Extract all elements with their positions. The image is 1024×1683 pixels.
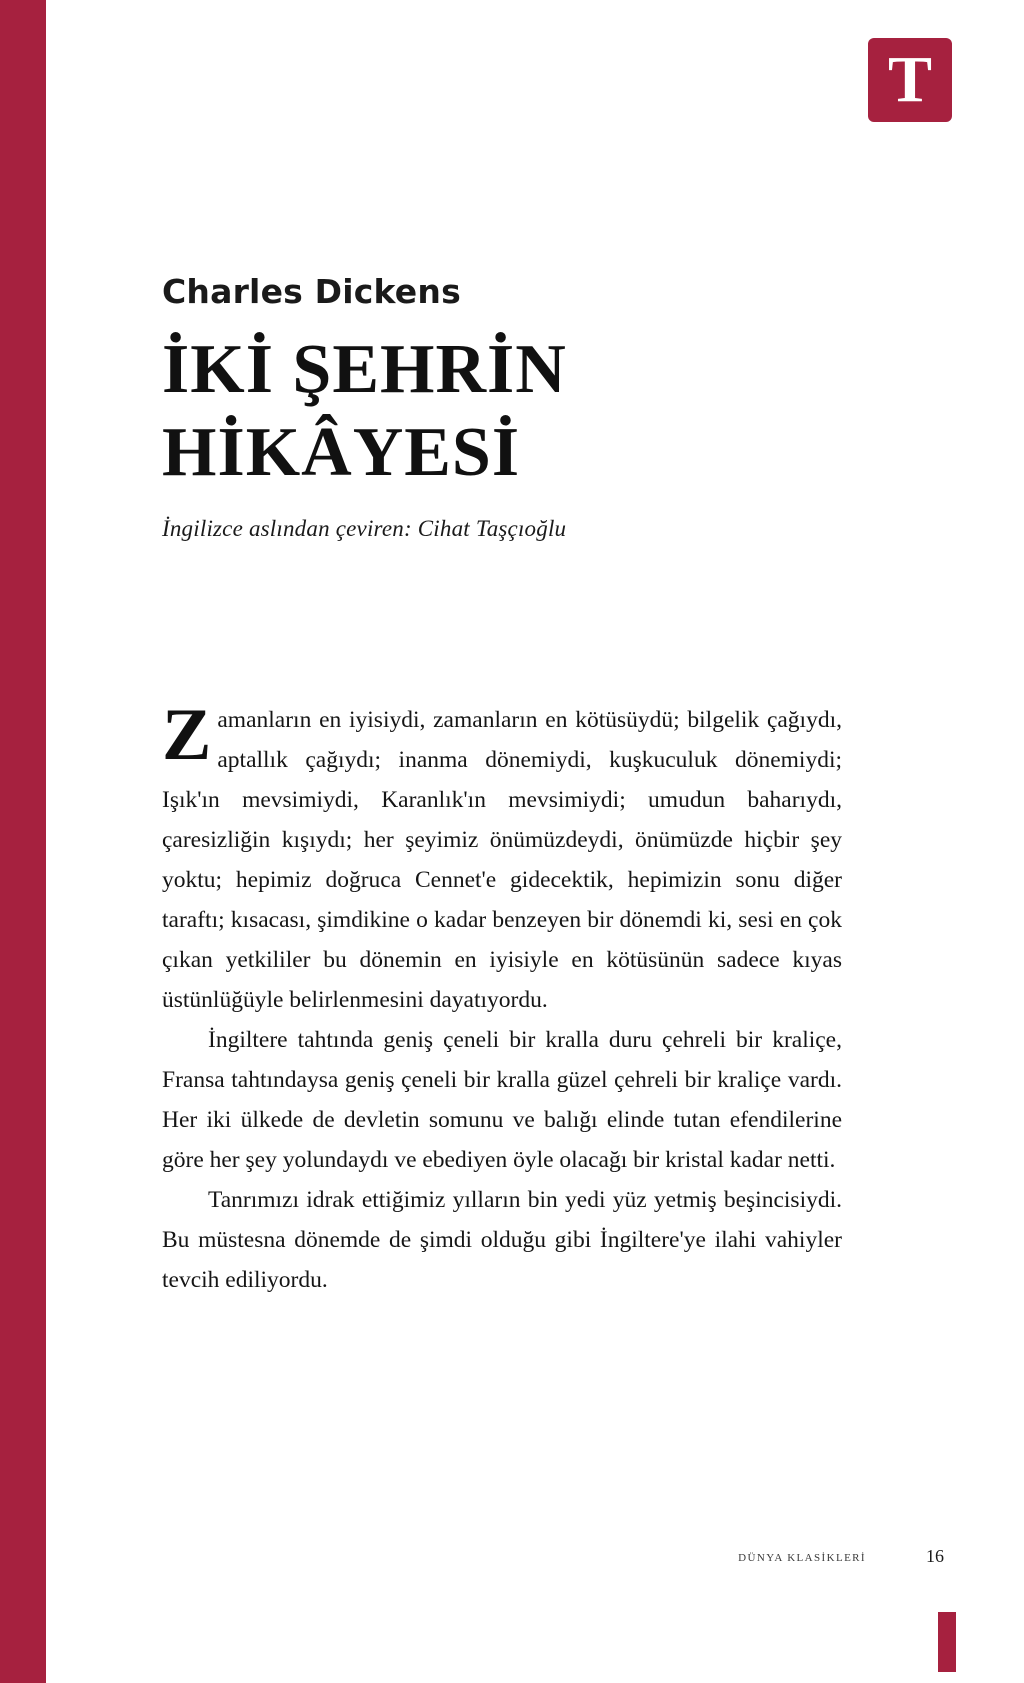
paragraph-2: İngiltere tahtında geniş çeneli bir kralla duru çehreli bir kraliçe, Fransa tahtındaysa geniş çeneli bir kralla güzel çehreli bir kraliçe vardı. Her iki ülkede de devletin somunu ve balığı elinde tutan efendilerine göre her şey yolundaydı ve ebediyen öyle olacağı bir kristal kadar netti. bbox=[162, 1027, 842, 1173]
paragraph-1-text: amanların en iyisiydi, zamanların en kötüsüydü; bilgelik çağıydı, aptallık çağıydı; inanma dönemiydi, kuşkuculuk dönemiydi; Işık'ın mevsimiydi, Karanlık'ın mevsimiydi; umudun baharıydı, çaresizliğin kışıydı; her şeyimiz önümüzdeydi, önümüzde hiçbir şey yoktu; hepimiz doğruca Cennet'e gidecektik, hepimizin sonu diğer taraftı; kısacası, şimdikine o kadar benzeyen bir dönemdi ki, sesi en çok çıkan yetkililer bu dönemin en iyisiyle en kötüsünün sadece kıyas üstünlüğüyle belirlenmesini dayatıyordu. bbox=[162, 707, 842, 1013]
book-title-line-2: HİKÂYESİ bbox=[162, 413, 521, 491]
book-title-line-1: İKİ ŞEHRİN bbox=[162, 331, 567, 408]
publisher-logo-glyph: T bbox=[887, 43, 933, 116]
drop-cap: Z bbox=[162, 694, 212, 776]
publisher-logo-icon bbox=[868, 38, 952, 122]
translator-credit: İngilizce aslından çeviren: Cihat Taşçıoğlu bbox=[162, 516, 567, 542]
body-text bbox=[162, 694, 842, 1300]
decorative-left-bar bbox=[0, 0, 46, 1683]
author-name: Charles Dickens bbox=[162, 272, 461, 311]
footer-accent-mark bbox=[938, 1612, 956, 1672]
paragraph-3: Tanrımızı idrak ettiğimiz yılların bin yedi yüz yetmiş beşincisiydi. Bu müstesna dönemde de şimdi olduğu gibi İngiltere'ye ilahi vahiyler tevcih ediliyordu. bbox=[162, 1187, 842, 1293]
book-title bbox=[162, 329, 842, 494]
paragraph-1 bbox=[162, 694, 842, 1020]
footer-series-label: DÜNYA KLASİKLERİ bbox=[738, 1552, 866, 1564]
book-page bbox=[46, 0, 1024, 1683]
title-block bbox=[162, 272, 842, 542]
page-number: 16 bbox=[926, 1546, 944, 1566]
